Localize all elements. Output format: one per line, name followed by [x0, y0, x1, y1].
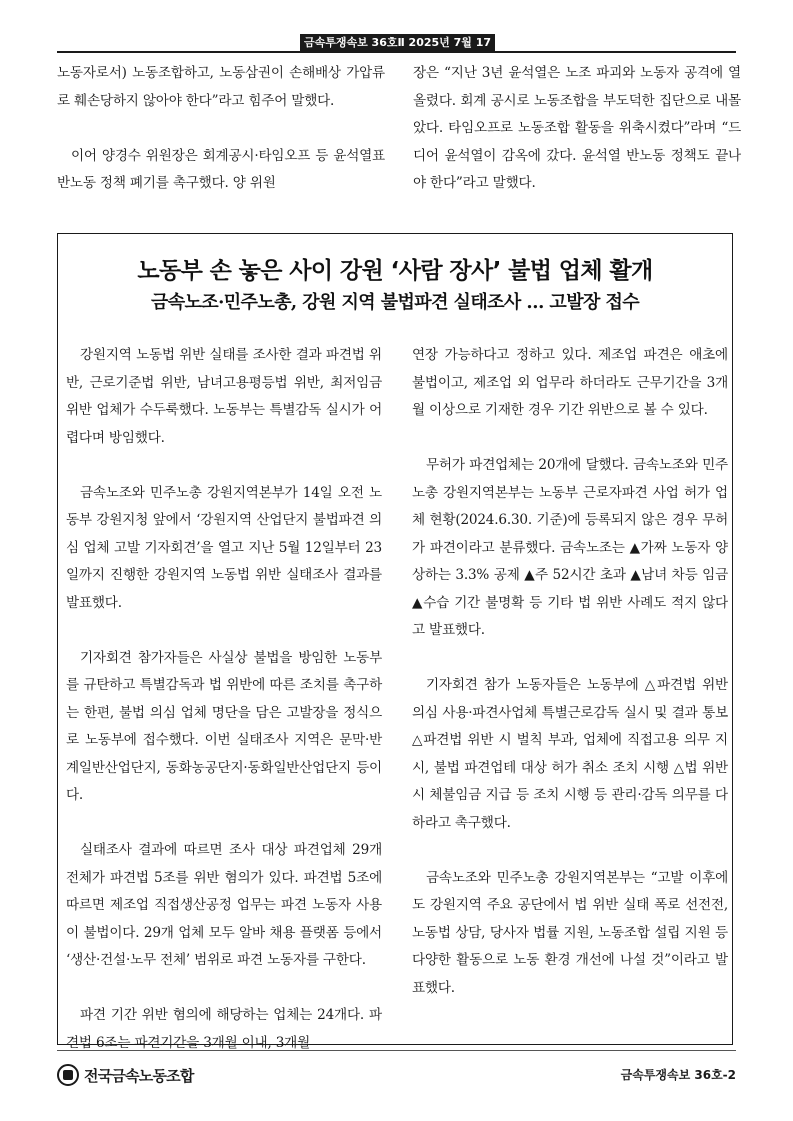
- paragraph: 기자회견 참가자들은 사실상 불법을 방임한 노동부를 규탄하고 특별감독과 법 위반에 따른 조치를 촉구하는 한편, 불법 의심 업체 명단을 담은 고발장을 정식으로 노동부에 접수했다. 이번 실태조사 지역은 문막·반계일반산업단지, 동화농공단지·동화일반산업단지 등이다.: [66, 649, 382, 803]
- paragraph: 실태조사 결과에 따르면 조사 대상 파견업체 29개 전체가 파견법 5조를 위반 혐의가 있다. 파견법 5조에 따르면 제조업 직접생산공정 업무는 파견 노동자 사용이 불법이다. 29개 업체 모두 알바 채용 플랫폼 등에서 ‘생산·건설·노무 전체’ 범위로 파견 노동자를 구한다.: [66, 842, 382, 968]
- article-box: [57, 233, 733, 1051]
- header-rule: [57, 51, 736, 53]
- union-logo-text: 전국금속노동조합: [84, 1066, 194, 1085]
- paragraph: 파견 기간 위반 혐의에 해당하는 업체는 24개다. 파견법 6조는 파견기간을 3개월 이내, 3개월: [66, 1007, 382, 1051]
- footer-rule: [57, 1050, 736, 1051]
- article-subheadline: 금속노조·민주노총, 강원 지역 불법파견 실태조사 … 고발장 접수: [150, 292, 640, 313]
- union-logo: [57, 1062, 194, 1088]
- header-band: 금속투쟁속보 36호Ⅱ 2025년 7월 17일: [300, 34, 495, 51]
- article-right-column: [412, 342, 728, 1002]
- paragraph: 강원지역 노동법 위반 실태를 조사한 결과 파견법 위반, 근로기준법 위반, 남녀고용평등법 위반, 최저임금 위반 업체가 수두룩했다. 노동부는 특별감독 실시가 어렵다며 방임했다.: [66, 347, 382, 446]
- paragraph-gap: [412, 837, 728, 865]
- paragraph-gap: [66, 975, 382, 1003]
- article-left-column: [66, 342, 382, 1057]
- article-headline: 노동부 손 놓은 사이 강원 ‘사람 장사’ 불법 업체 활개: [137, 258, 653, 284]
- paragraph: 노동자로서) 노동조합하고, 노동삼권이 손해배상 가압류로 훼손당하지 않아야 한다”라고 힘주어 말했다.: [57, 65, 385, 109]
- paragraph: 금속노조와 민주노총 강원지역본부가 14일 오전 노동부 강원지청 앞에서 ‘강원지역 산업단지 불법파견 의심 업체 고발 기자회견’을 열고 지난 5월 12일부터 23일까지 진행한 강원지역 노동법 위반 실태조사 결과를 발표했다.: [66, 484, 382, 611]
- paragraph-gap: [66, 452, 382, 480]
- top-right-column: [413, 60, 741, 198]
- paragraph-gap: [66, 810, 382, 838]
- paragraph: 장은 “지난 3년 윤석열은 노조 파괴와 노동자 공격에 열 올렸다. 회계 공시로 노동조합을 부도덕한 집단으로 내몰았다. 타임오프로 노동조합 활동을 위축시켰다”라며 “드디어 윤석열이 감옥에 갔다. 윤석열 반노동 정책도 끝나야 한다”라고 말했다.: [413, 65, 741, 191]
- page-number: 금속투쟁속보 36호-2: [620, 1068, 736, 1082]
- paragraph-gap: [66, 617, 382, 645]
- union-emblem-icon: [57, 1064, 79, 1086]
- paragraph: 무허가 파견업체는 20개에 달했다. 금속노조와 민주노총 강원지역본부는 노동부 근로자파견 사업 허가 업체 현황(2024.6.30. 기준)에 등록되지 않은 경우 무허가 파견이라고 분류했다. 금속노조는 ▲가짜 노동자 양상하는 3.3% 공제 ▲주 52시간 초과 ▲남녀 차등 임금 ▲수습 기간 불명확 등 기타 법 위반 사례도 적지 않다고 발표했다.: [412, 457, 728, 638]
- paragraph: 기자회견 참가 노동자들은 노동부에 △파견법 위반 의심 사용·파견사업체 특별근로감독 실시 및 결과 통보 △파견법 위반 시 벌칙 부과, 업체에 직접고용 의무 지시, 불법 파견업테 대상 허가 취소 조치 시행 △법 위반 시 체불임금 지급 등 조치 시행 등 관리·감독 의무를 다하라고 촉구했다.: [412, 677, 728, 831]
- paragraph: 연장 가능하다고 정하고 있다. 제조업 파견은 애초에 불법이고, 제조업 외 업무라 하더라도 근무기간을 3개월 이상으로 기재한 경우 기간 위반으로 볼 수 있다.: [412, 347, 728, 418]
- paragraph: 금속노조와 민주노총 강원지역본부는 “고발 이후에도 강원지역 주요 공단에서 법 위반 실태 폭로 선전전, 노동법 상담, 당사자 법률 지원, 노동조합 설립 지원 등 다양한 활동으로 노동 환경 개선에 나설 것”이라고 발표했다.: [412, 869, 728, 996]
- paragraph-gap: [412, 645, 728, 673]
- paragraph-gap: [412, 425, 728, 453]
- top-left-column: [57, 60, 385, 198]
- paragraph-gap: [57, 115, 385, 143]
- paragraph: 이어 양경수 위원장은 회계공시·타임오프 등 윤석열표 반노동 정책 폐기를 촉구했다. 양 위원: [57, 147, 385, 191]
